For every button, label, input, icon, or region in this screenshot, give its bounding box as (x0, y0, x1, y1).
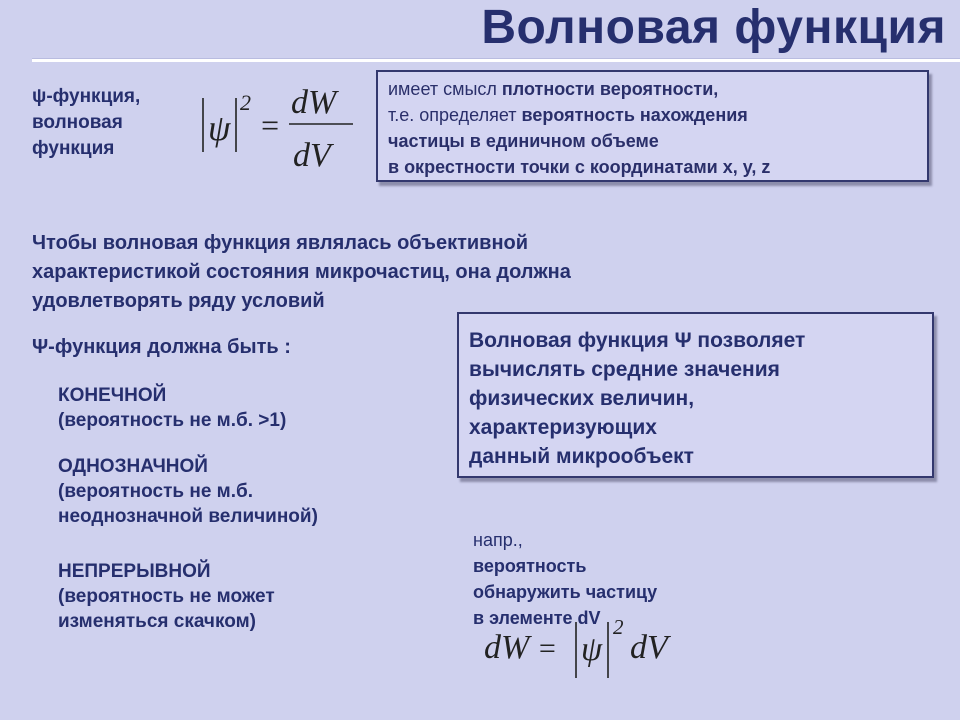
example-line-1 (473, 527, 657, 579)
conditions-paragraph (32, 229, 571, 316)
meaning-line-4-bold: в окрестности точки с координатами x, y, z (388, 157, 771, 177)
condition-note-cont: изменяться скачком) (58, 611, 256, 632)
condition-finite (58, 383, 286, 433)
averages-line-5: данный микрообъект (469, 445, 694, 468)
intro-line-1: ψ-функция, (32, 86, 141, 107)
intro-line-2: волновая (32, 112, 123, 133)
condition-name: НЕПРЕРЫВНОЙ (58, 561, 211, 582)
example-line-1-prefix: напр., (473, 530, 523, 550)
example-line-2 (473, 579, 657, 605)
formula-exponent: 2 (240, 90, 251, 115)
probability-meaning-box (376, 70, 929, 182)
condition-name: ОДНОЗНАЧНОЙ (58, 456, 208, 477)
formula-numerator: dW (291, 84, 337, 121)
formula-psi: ψ (581, 631, 603, 668)
title-divider (32, 58, 960, 62)
paragraph-line-1: Чтобы волновая функция являлась объективной (32, 232, 529, 254)
formula-equals: = (537, 632, 558, 665)
formula-denominator: dV (293, 137, 331, 174)
meaning-line-4 (388, 154, 927, 180)
averages-line-1: Волновая функция Ψ позволяет (469, 329, 806, 352)
meaning-line-3 (388, 128, 927, 154)
condition-note: (вероятность не м.б. (58, 481, 254, 502)
intro-label (32, 84, 140, 162)
meaning-line-1 (388, 76, 927, 102)
formula-equals: = (259, 107, 281, 143)
condition-name: КОНЕЧНОЙ (58, 385, 167, 406)
meaning-line-1-bold: плотности вероятности, (501, 79, 719, 99)
example-line-3-bold: в элементе dV (473, 608, 601, 628)
meaning-line-3-bold: частицы в единичном объеме (388, 131, 659, 151)
meaning-line-2-bold: вероятность нахождения (521, 105, 748, 125)
condition-note: (вероятность не может (58, 586, 275, 607)
meaning-line-2-prefix: т.е. определяет (388, 105, 522, 125)
condition-single-valued (58, 454, 318, 529)
averages-line-4: характеризующих (469, 416, 657, 439)
averages-line-2: вычислять средние значения (469, 358, 780, 381)
formula-rhs: dV (630, 629, 668, 666)
probability-density-formula (195, 80, 360, 180)
paragraph-line-2: характеристикой состояния микрочастиц, она должна (32, 261, 571, 283)
example-line-1-bold: вероятность (473, 556, 587, 576)
condition-note: (вероятность не м.б. >1) (58, 410, 287, 431)
probability-element-formula (482, 612, 682, 682)
intro-line-3: функция (32, 138, 115, 159)
formula-lhs: dW (484, 629, 530, 666)
page-title: Волновая функция (481, 1, 946, 54)
formula-exponent: 2 (613, 615, 624, 639)
paragraph-line-3: удовлетворять ряду условий (32, 290, 325, 312)
condition-continuous (58, 559, 275, 634)
conditions-heading: Ψ-функция должна быть : (32, 336, 291, 358)
averages-line-3: физических величин, (469, 387, 695, 410)
condition-note-cont: неоднозначной величиной) (58, 506, 318, 527)
formula-psi: ψ (208, 108, 231, 148)
meaning-line-1-prefix: имеет смысл (388, 79, 502, 99)
example-line-2-bold: обнаружить частицу (473, 582, 658, 602)
meaning-line-2 (388, 102, 927, 128)
averages-box (457, 312, 934, 478)
